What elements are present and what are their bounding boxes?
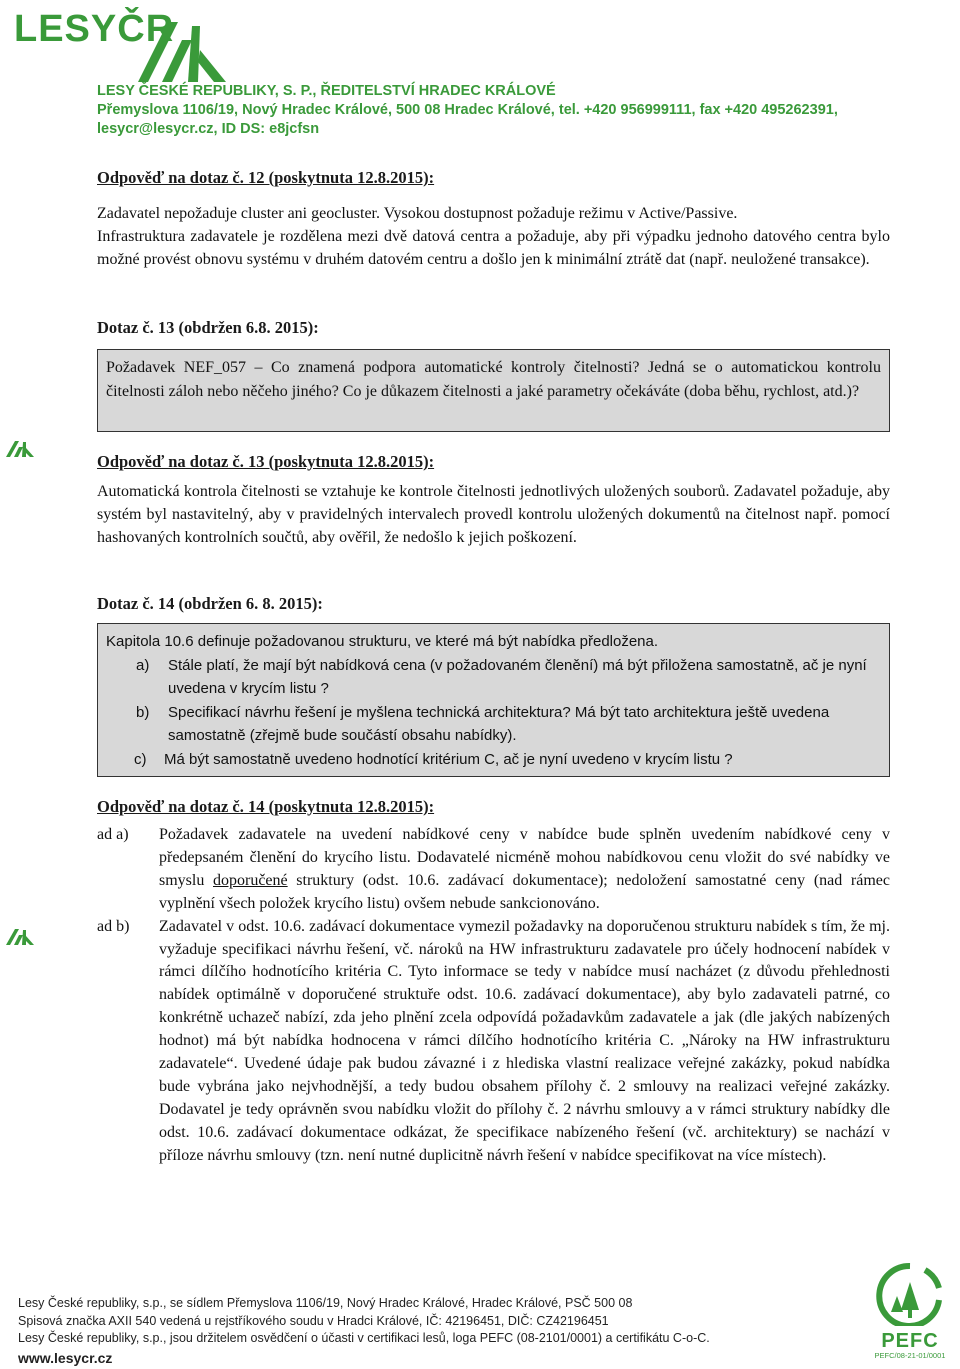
answer-text: Zadavatel v odst. 10.6. zadávací dokumentace vymezil požadavky na doporučenou strukturu nabídek s tím, že mj. vyžaduje specifikaci návrhu řešení, vč. nároků na HW infrastrukturu zadavatele pro účely hodnocení nabídek v rámci dílčího hodnotícího kritéria C. Tyto informace se tedy v nabídce musí nacházet (z důvodu přehlednosti nabídek optimálně v doporučené struktuře odst. 10.6. zadávací dokumentace), aby bylo zadavateli patrné, co konkrétně uchazeč nabízí, zda jeho plnění zcela odpovídá požadavkům zadavatele a jak (dle jakých nabízených hodnot) má být nabídka hodnocena v rámci dílčího hodnotícího kritéria C. „Nároky na HW infrastrukturu zadavatele“. Uvedené údaje pak budou závazné i z hlediska vlastní realizace veřejné zakázky, pokud nabídka bude vybrána jako nejvhodnější, a tedy budou obsahem přílohy č. 2 smlouvy na realizaci veřejné zakázky. Dodavatel je tedy oprávněn svou nabídku vložit do přílohy č. 2 návrhu smlouvy a v rámci struktury nabídky dle odst. 10.6. zadávací dokumentace odkázat, že specifikace nabízeného řešení (vč. architektury) se nachází v příloze návrhu smlouvy (tzn. není nutné duplicitně návrh řešení v nabídce specifikovat na více místech).: [159, 917, 890, 1164]
side-marker-icon: [4, 440, 34, 458]
answer-14-body: [97, 824, 890, 1168]
item-label: c): [134, 750, 147, 768]
item-label: b): [136, 703, 150, 721]
footer-line-1: Lesy České republiky, s.p., se sídlem Přemyslova 1106/19, Nový Hradec Králové, Hradec Králové, PSČ 500 08: [18, 1296, 633, 1310]
question-13-heading: Dotaz č. 13 (obdržen 6.8. 2015):: [97, 318, 319, 337]
answer-13-text: Automatická kontrola čitelnosti se vztahuje ke kontrole čitelnosti jednotlivých uložených souborů. Zadavatel požaduje, aby systém byl nastavitelný, aby v pravidelných intervalech provedl kontrolu uložených dokumentů na čitelnost např. pomocí hashovaných kontrolních součtů, aby ověřil, že nedošlo k jejich poškození.: [97, 483, 890, 546]
footer-website: www.lesycr.cz: [18, 1349, 113, 1366]
pefc-code: PEFC/08-21-01/0001: [874, 1351, 946, 1360]
item-text: Stále platí, že mají být nabídková cena (v požadovaném členění) má být přiložena samostatně, ač je nyní uvedena v krycím listu ?: [168, 656, 867, 697]
answer-14-heading: Odpověď na dotaz č. 14 (poskytnuta 12.8.2015):: [97, 797, 435, 816]
answer-label: ad b): [97, 917, 130, 935]
side-marker-icon: [4, 928, 34, 946]
logo-text: LESYČR: [14, 8, 175, 50]
answer-a-text-part1: Požadavek zadavatele na uvedení nabídkové ceny v nabídce bude splněn uvedením nabídkové ceny v předepsaném členění do krycího listu. Dodavatelé nicméně mohou nabídkovou cenu vložit do své nabídky ve smyslu: [159, 826, 890, 889]
question-14-item-b: [106, 701, 881, 748]
answer-12-line1: Zadavatel nepožaduje cluster ani geocluster. Vysokou dostupnost požaduje režimu v Active/Passive.: [97, 205, 738, 222]
answer-12-line2: Infrastruktura zadavatele je rozdělena mezi dvě datová centra a požaduje, aby při výpadku jednoho datového centra bylo možné provést obnovu systému v druhém datovém centru a došlo jen k minimální ztrátě dat (např. neuložené transakce).: [97, 228, 890, 268]
answer-14-a: [97, 824, 890, 916]
answer-label: ad a): [97, 826, 129, 843]
answer-12-heading: Odpověď na dotaz č. 12 (poskytnuta 12.8.2015):: [97, 168, 435, 187]
pefc-logo: [868, 1262, 952, 1366]
company-logo: [14, 6, 224, 82]
question-14-item-c: [106, 748, 881, 772]
lesycr-logo-icon: [132, 20, 228, 86]
question-14-intro: Kapitola 10.6 definuje požadovanou strukturu, ve které má být nabídka předložena.: [106, 633, 659, 650]
item-text: Má být samostatně uvedeno hodnotící kritérium C, ač je nyní uvedeno v krycím listu ?: [164, 750, 733, 768]
footer-line-2: Spisová značka AXII 540 vedená u rejstříkového soudu v Hradci Králové, IČ: 42196451, DIČ: CZ42196451: [18, 1313, 609, 1328]
item-text: Specifikací návrhu řešení je myšlena technická architektura? Má být tato architektura ještě uvedena samostatně (zřejmě bude součástí obsahu nabídky).: [168, 703, 830, 744]
answer-14-b: [97, 916, 890, 1168]
pefc-name: PEFC: [881, 1330, 939, 1352]
org-contact: lesycr@lesycr.cz, ID DS: e8jcfsn: [97, 121, 320, 137]
org-address: Přemyslova 1106/19, Nový Hradec Králové, 500 08 Hradec Králové, tel. +420 956999111, fax +420 495262391,: [97, 102, 838, 118]
answer-12-text: [97, 202, 890, 271]
answer-a-text-part2: struktury (odst. 10.6. zadávací dokumentace); nedoložení samostatné ceny (nad rámec vyplnění všech položek krycího listu) ovšem nebude sankcionováno.: [159, 871, 890, 912]
answer-13-heading: Odpověď na dotaz č. 13 (poskytnuta 12.8.2015):: [97, 452, 435, 471]
page-footer: [18, 1295, 710, 1367]
question-14-box: [97, 623, 890, 777]
item-label: a): [136, 656, 150, 674]
organization-header: [97, 82, 838, 139]
question-14-heading: Dotaz č. 14 (obdržen 6. 8. 2015):: [97, 594, 323, 613]
pefc-tree-icon: [875, 1262, 945, 1326]
footer-line-3: Lesy České republiky, s.p., jsou držitelem osvědčení o účasti v certifikaci lesů, loga PEFC (08-2101/0001) a certifikátu C-o-C.: [18, 1331, 710, 1345]
org-name: LESY ČESKÉ REPUBLIKY, S. P., ŘEDITELSTVÍ HRADEC KRÁLOVÉ: [97, 83, 556, 99]
answer-a-underlined: doporučené: [213, 871, 288, 889]
answer-text: [159, 824, 890, 916]
question-13-box: Požadavek NEF_057 – Co znamená podpora automatické kontroly čitelnosti? Jedná se o automatickou kontrolu čitelnosti záloh nebo něčeho jiného? Co je důkazem čitelnosti a jaké parametry očekáváte (doba běhu, rychlost, atd.)?: [97, 349, 890, 432]
question-14-item-a: [106, 654, 881, 701]
